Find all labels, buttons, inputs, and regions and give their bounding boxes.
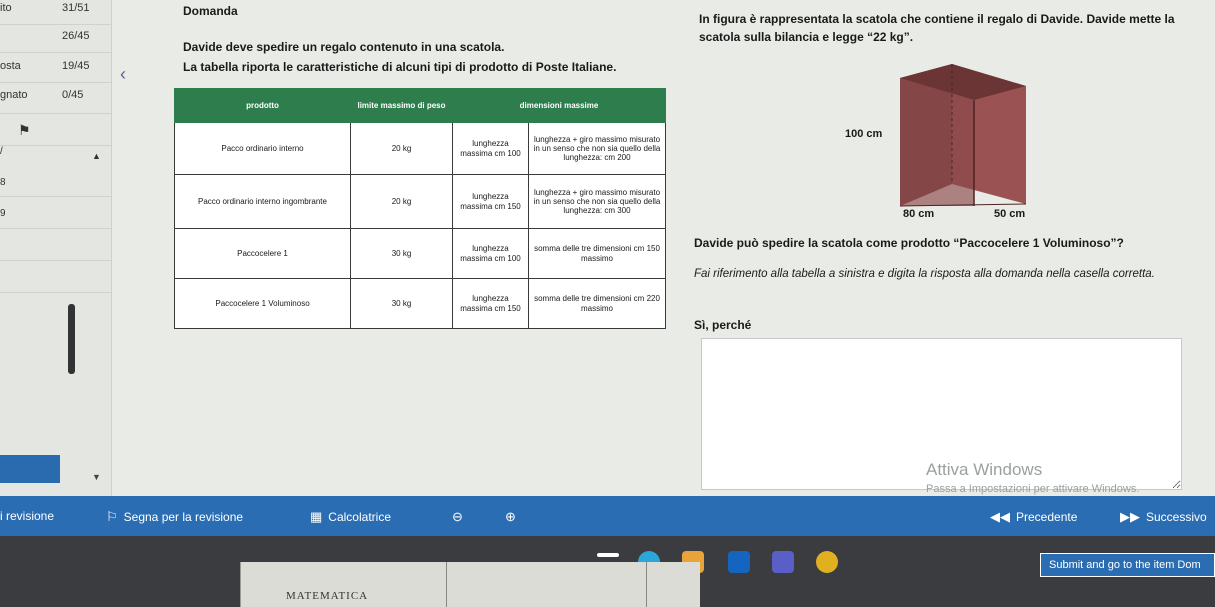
sidebar-extra: 8 [0,177,6,188]
product-table [174,88,666,329]
calculator-icon: ▦ [310,509,323,524]
instruction-text: Fai riferimento alla tabella a sinistra e digita la risposta alla domanda nella casella corretta. [694,268,1155,280]
previous-label: Precedente [1016,510,1078,524]
sidebar-row-count: 26/45 [62,30,90,42]
cell-peso: 20 kg [351,123,453,175]
chevron-down-icon[interactable]: ▼ [92,472,101,482]
minimize-bar-icon[interactable] [597,553,619,557]
flag-icon[interactable]: ⚑ [18,122,31,138]
question-text: Davide può spedire la scatola come prodotto “Paccocelere 1 Voluminoso”? [694,236,1124,250]
calculator-button[interactable] [310,509,391,525]
zoom-in-button[interactable] [505,509,516,525]
table-row [175,279,666,329]
cell-prodotto: Paccocelere 1 Voluminoso [175,279,351,329]
box-figure [820,56,1040,226]
dimension-height: 100 cm [845,128,883,140]
rewind-icon: ◀◀ [990,509,1010,524]
collapse-sidebar-icon[interactable]: ‹ [120,64,126,84]
table-row [175,229,666,279]
flag-icon: ⚐ [106,509,118,524]
sidebar-extra: / [0,146,3,157]
mark-review-button[interactable] [106,509,243,525]
cell-dim1: lunghezza massima cm 150 [453,175,529,229]
revisione-label: i revisione [0,509,55,523]
sidebar-row[interactable] [0,2,112,32]
cell-dim1: lunghezza massima cm 100 [453,229,529,279]
zoom-out-button[interactable] [452,509,463,525]
paper-sheet [240,562,700,607]
cell-dim2: lunghezza + giro massimo misurato in un senso che non sia quello della lunghezza: cm 200 [529,123,666,175]
cell-prodotto: Pacco ordinario interno [175,123,351,175]
selected-item[interactable] [0,455,60,483]
chrome-icon[interactable] [816,551,838,573]
sidebar-row-count: 19/45 [62,60,90,72]
triangle-up-icon: ▲ [92,151,101,161]
sidebar-row-label: osta [0,60,21,72]
next-button[interactable] [1120,509,1207,525]
zoom-out-icon: ⊖ [452,509,463,524]
sidebar-row-count: 31/51 [62,2,90,14]
zoom-in-icon: ⊕ [505,509,516,524]
scrollbar[interactable] [68,304,75,374]
task-text: In figura è rappresentata la scatola che contiene il regalo di Davide. Davide mette la scatola sulla bilancia e legge “22 kg”. [699,12,1175,44]
revisione-button[interactable] [0,509,54,523]
table-header-row [175,89,666,123]
cell-peso: 20 kg [351,175,453,229]
cell-dim1: lunghezza massima cm 150 [453,279,529,329]
table-row [175,175,666,229]
mark-review-label: Segna per la revisione [123,510,244,524]
next-label: Successivo [1146,510,1207,524]
cell-dim1: lunghezza massima cm 100 [453,123,529,175]
bottom-toolbar [0,496,1215,536]
cell-peso: 30 kg [351,279,453,329]
question-header: Domanda [183,4,238,18]
windows-watermark: Attiva Windows [926,460,1043,479]
paper-title: MATEMATICA [286,590,369,602]
answer-label: Sì, perché [694,318,752,332]
dimension-width: 50 cm [994,208,1026,220]
cell-prodotto: Pacco ordinario interno ingombrante [175,175,351,229]
table-intro: La tabella riporta le caratteristiche di alcuni tipi di prodotto di Poste Italiane. [183,60,617,74]
outlook-icon[interactable] [728,551,750,573]
sidebar-row-label: gnato [0,89,28,101]
cell-prodotto: Paccocelere 1 [175,229,351,279]
fast-forward-icon: ▶▶ [1120,509,1140,524]
cell-dim2: lunghezza + giro massimo misurato in un senso che non sia quello della lunghezza: cm 300 [529,175,666,229]
submit-button[interactable]: Submit and go to the item Dom [1040,553,1215,577]
sidebar-row-count: 0/45 [62,89,84,101]
sidebar-row[interactable] [0,89,112,119]
sidebar-extra: 9 [0,208,6,219]
sidebar-row[interactable] [0,60,112,90]
sidebar [0,0,112,496]
calculator-label: Calcolatrice [328,510,391,524]
previous-button[interactable] [990,509,1077,525]
cell-peso: 30 kg [351,229,453,279]
cell-dim2: somma delle tre dimensioni cm 150 massimo [529,229,666,279]
dimension-length: 80 cm [903,208,935,220]
sidebar-row[interactable] [0,30,112,60]
question-intro: Davide deve spedire un regalo contenuto in una scatola. [183,40,505,54]
col-header: dimensioni massime [453,89,666,123]
table-row [175,123,666,175]
col-header: limite massimo di peso [351,89,453,123]
sidebar-row-label: ito [0,2,12,14]
windows-watermark-sub: Passa a Impostazioni per attivare Windows. [926,483,1140,495]
teams-icon[interactable] [772,551,794,573]
cell-dim2: somma delle tre dimensioni cm 220 massimo [529,279,666,329]
col-header: prodotto [175,89,351,123]
